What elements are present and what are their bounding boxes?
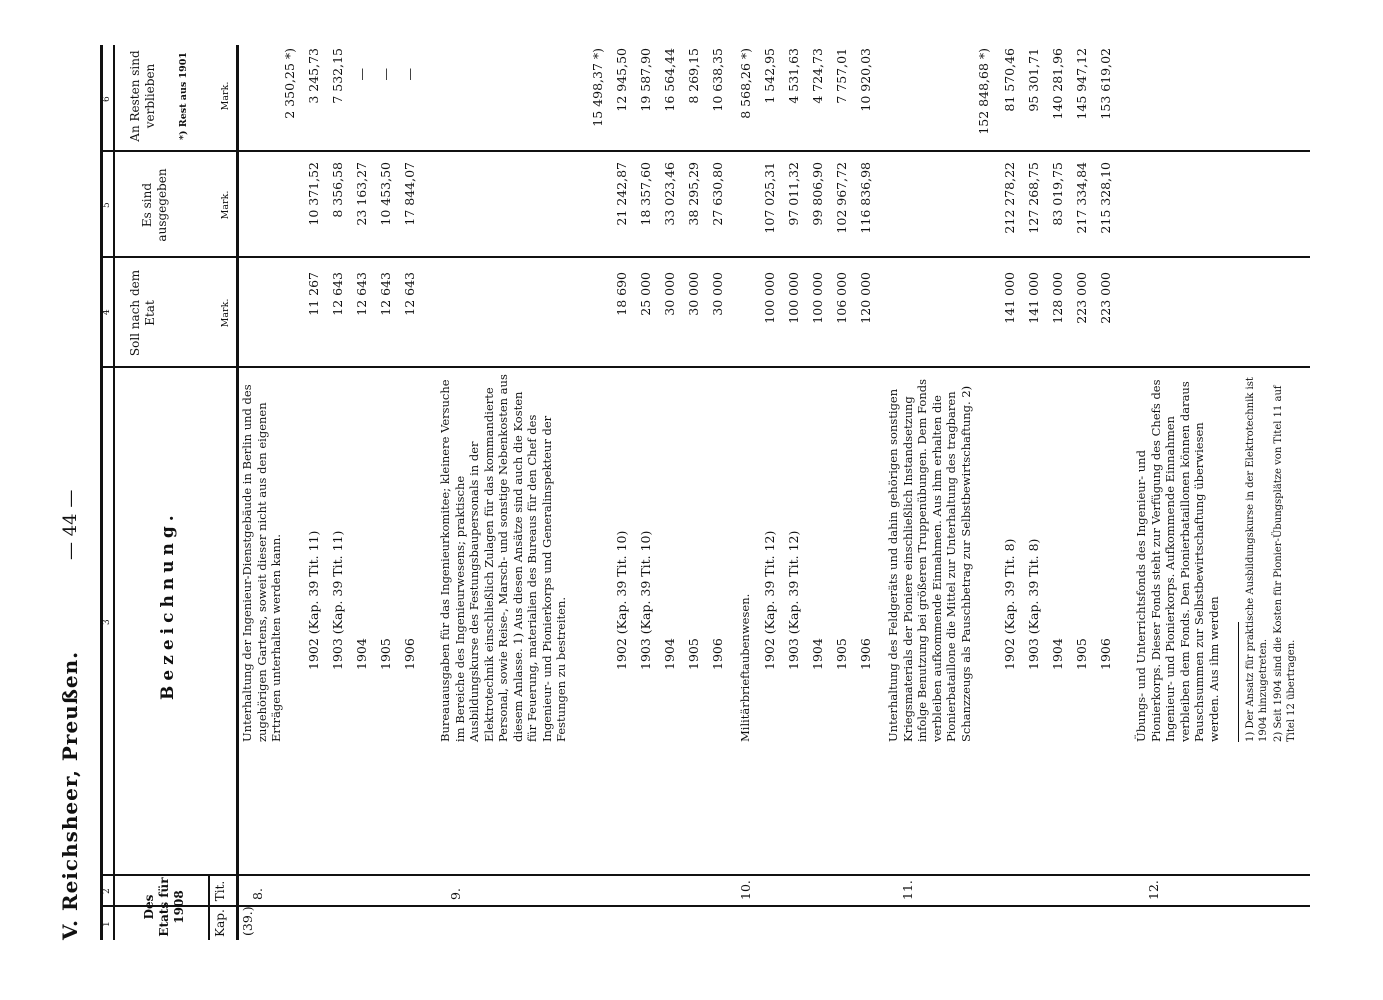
col-num-2: 2: [102, 888, 112, 894]
s8-row-2-soll: 12 643: [330, 272, 345, 316]
s11-row-3-year: 1904: [1050, 638, 1065, 670]
s11-row-3-ausg: 83 019,75: [1050, 162, 1065, 226]
s10-row-4-rest: 7 757,01: [834, 48, 849, 104]
col-num-5: 5: [102, 202, 112, 208]
s9-row-4-soll: 30 000: [686, 272, 701, 316]
s10-first-rest: 8 568,26 *): [738, 48, 753, 119]
header-rest-note: *) Rest aus 1901: [178, 52, 189, 140]
s10-row-4-year: 1905: [834, 638, 849, 670]
header-etat: Des Etats für 1908: [142, 877, 186, 937]
s11-row-2-soll: 141 000: [1026, 272, 1041, 324]
s11-row-2-rest: 95 301,71: [1026, 48, 1041, 112]
s9-row-1-ausg: 21 242,87: [614, 162, 629, 226]
s8-row-4-rest: —: [354, 68, 369, 81]
s10-row-3-rest: 4 724,73: [810, 48, 825, 104]
s9-row-3-ausg: 33 023,46: [662, 162, 677, 226]
s8-row-1-soll: 11 267: [306, 272, 321, 316]
s9-row-3-rest: 16 564,44: [662, 48, 677, 112]
s11-row-2-year: 1903 (Kap. 39 Tit. 8): [1026, 538, 1041, 670]
s9-row-1-rest: 12 945,50: [614, 48, 629, 112]
col-num-3: 3: [102, 619, 112, 625]
page-number: — 44 —: [60, 489, 81, 560]
s9-row-5-soll: 30 000: [710, 272, 725, 316]
s10-row-2-year: 1903 (Kap. 39 Tit. 12): [786, 530, 801, 670]
tit-8: 8.: [250, 888, 265, 900]
col-rule-3: [100, 367, 1310, 369]
s9-row-2-ausg: 18 357,60: [638, 162, 653, 226]
s8-row-5-year: 1906: [402, 638, 417, 670]
kap-value: (39.): [240, 906, 255, 936]
colnum-rule: [113, 45, 115, 940]
s8-row-3-soll: 12 643: [354, 272, 369, 316]
s8-extra-rest: —: [402, 68, 417, 81]
header-rest: An Resten sind verblieben: [128, 50, 157, 142]
s8-row-2-rest: 3 245,73: [306, 48, 321, 104]
s10-row-5-year: 1906: [858, 638, 873, 670]
s8-row-2-ausg: 8 356,58: [330, 162, 345, 218]
s9-row-5-rest: 10 638,35: [710, 48, 725, 112]
section-10-text: Militärbrieftaubenwesen.: [738, 593, 752, 742]
footnote-1: 1) Der Ansatz für praktische Ausbildungskurse in der Elektrotechnik ist 1904 hinzugetreten.: [1245, 377, 1269, 742]
s8-row-5-ausg: 17 844,07: [402, 162, 417, 226]
s11-row-5-rest: 153 619,02: [1098, 48, 1113, 120]
s10-row-3-year: 1904: [810, 638, 825, 670]
col-num-6: 6: [102, 96, 112, 102]
s8-row-3-rest: 7 532,15: [330, 48, 345, 104]
s11-row-1-ausg: 212 278,22: [1002, 162, 1017, 234]
tit-12: 12.: [1146, 880, 1161, 900]
s8-row-4-ausg: 10 453,50: [378, 162, 393, 226]
s9-row-4-ausg: 38 295,29: [686, 162, 701, 226]
col-num-1: 1: [102, 921, 112, 927]
s11-row-4-rest: 145 947,12: [1074, 48, 1089, 120]
s9-first-rest: 15 498,37 *): [590, 48, 605, 127]
header-soll-mark: Mark.: [220, 298, 231, 328]
section-9-text: Bureauausgaben für das Ingenieurkomitee; kleinere Versuche im Bereiche des Ingenieurwesens; praktische Ausbildungskurse des Festungsbaupersonals in der Elektrotechnik einschließlich Zulagen für das kommandierte Personal, sowie Reise-, Marsch- und sonstige Nebenkosten aus diesem Anlasse. 1) Aus diesen Ansätze sind auch die Kosten für Feuerung, materialien des Bureaus für den Chef des Ingenieur- und Pionierkorps und Generalinspekteur der Festungen zu bestreiten.: [438, 374, 568, 742]
s11-row-2-ausg: 127 268,75: [1026, 162, 1041, 234]
s11-row-3-rest: 140 281,96: [1050, 48, 1065, 120]
s10-row-5-ausg: 116 836,98: [858, 162, 873, 234]
col-rule-5: [100, 151, 1310, 153]
col-num-4: 4: [102, 309, 112, 315]
s8-row-5-rest: —: [378, 68, 393, 81]
s10-row-1-year: 1902 (Kap. 39 Tit. 12): [762, 530, 777, 670]
s9-row-2-year: 1903 (Kap. 39 Tit. 10): [638, 530, 653, 670]
s8-row-4-year: 1905: [378, 638, 393, 670]
s10-row-3-soll: 100 000: [810, 272, 825, 324]
header-kap: Kap.: [213, 909, 227, 937]
s10-row-3-ausg: 99 806,90: [810, 162, 825, 226]
s11-row-4-year: 1905: [1074, 638, 1089, 670]
s10-row-2-rest: 4 531,63: [786, 48, 801, 104]
header-ausg: Es sind ausgegeben: [140, 168, 169, 242]
s11-row-1-soll: 141 000: [1002, 272, 1017, 324]
header-bottom-rule: [236, 45, 239, 940]
s9-row-3-year: 1904: [662, 638, 677, 670]
footnote-rule: [1238, 622, 1239, 742]
s10-row-4-soll: 106 000: [834, 272, 849, 324]
s9-row-1-soll: 18 690: [614, 272, 629, 316]
s8-row-4-soll: 12 643: [378, 272, 393, 316]
s9-row-4-rest: 8 269,15: [686, 48, 701, 104]
s10-row-1-ausg: 107 025,31: [762, 162, 777, 234]
s9-row-4-year: 1905: [686, 638, 701, 670]
s11-row-5-soll: 223 000: [1098, 272, 1113, 324]
s8-row-3-year: 1904: [354, 638, 369, 670]
tit-9: 9.: [448, 888, 463, 900]
s11-row-5-ausg: 215 328,10: [1098, 162, 1113, 234]
col-rule-4: [100, 257, 1310, 259]
s9-row-3-soll: 30 000: [662, 272, 677, 316]
s10-row-2-soll: 100 000: [786, 272, 801, 324]
col-rule-2: [100, 875, 1310, 877]
s9-row-5-ausg: 27 630,80: [710, 162, 725, 226]
s11-row-1-rest: 81 570,46: [1002, 48, 1017, 112]
s9-row-1-year: 1902 (Kap. 39 Tit. 10): [614, 530, 629, 670]
s10-row-1-soll: 100 000: [762, 272, 777, 324]
footnote-2: 2) Seit 1904 sind die Kosten für Pionier-Übungsplätze von Titel 11 auf Titel 12 übertragen.: [1273, 385, 1297, 742]
s10-row-1-rest: 1 542,95: [762, 48, 777, 104]
section-8-text: Unterhaltung der Ingenieur-Dienstgebäude in Berlin und des zugehörigen Gartens, soweit dieser nicht aus den eigenen Erträgen unterhalten werden kann.: [240, 384, 283, 742]
s8-row-1-rest: 2 350,25 *): [282, 48, 297, 119]
s8-row-5-soll: 12 643: [402, 272, 417, 316]
page-header-title: V. Reichsheer, Preußen.: [58, 650, 82, 940]
s11-row-1-year: 1902 (Kap. 39 Tit. 8): [1002, 538, 1017, 670]
s9-row-2-rest: 19 587,90: [638, 48, 653, 112]
tit-11: 11.: [900, 880, 915, 900]
s9-row-5-year: 1906: [710, 638, 725, 670]
s11-row-5-year: 1906: [1098, 638, 1113, 670]
s10-row-5-soll: 120 000: [858, 272, 873, 324]
s8-row-2-year: 1903 (Kap. 39 Tit. 11): [330, 530, 345, 670]
header-bezeichnung: Bezeichnung.: [158, 510, 178, 700]
tit-10: 10.: [738, 880, 753, 900]
header-ausg-mark: Mark.: [220, 190, 231, 220]
section-12-text: Übungs- und Unterrichtsfonds des Ingenieur- und Pionierkorps. Dieser Fonds steht zur Verfügung des Chefs des Ingenieur- und Pionierkorps. Aufkommende Einnahmen verbleiben dem Fonds. Den Pionierbataillonen können daraus Pauschsummen zur Selbstbewirtschaftung überwiesen werden. Aus ihm werden: [1134, 379, 1221, 742]
s10-row-2-ausg: 97 011,32: [786, 162, 801, 226]
s10-row-5-rest: 10 920,03: [858, 48, 873, 112]
s9-row-2-soll: 25 000: [638, 272, 653, 316]
header-tit: Tit.: [213, 880, 227, 902]
s10-row-4-ausg: 102 967,72: [834, 162, 849, 234]
s11-row-3-soll: 128 000: [1050, 272, 1065, 324]
header-rest-mark: Mark.: [220, 81, 231, 111]
s11-row-4-soll: 223 000: [1074, 272, 1089, 324]
s11-row-4-ausg: 217 334,84: [1074, 162, 1089, 234]
table-top-rule: [100, 45, 103, 940]
s8-row-1-year: 1902 (Kap. 39 Tit. 11): [306, 530, 321, 670]
section-11-text: Unterhaltung des Feldgeräts und dahin gehörigen sonstigen Kriegsmaterials der Pioniere einschließlich Instandsetzung infolge Benutzung bei größeren Truppenübungen. Dem Fonds verbleiben aufkommende Einnahmen. Aus ihm erhalten die Pionierbataillone die Mittel zur Unterhaltung des tragbaren Schanzzeugs als Pauschbetrag zur Selbstbewirtschaftung. 2): [886, 379, 973, 742]
etat-sub-rule: [208, 876, 210, 940]
header-soll: Soll nach dem Etat: [128, 269, 157, 357]
s8-row-1-ausg: 10 371,52: [306, 162, 321, 226]
s8-row-3-ausg: 23 163,27: [354, 162, 369, 226]
s11-first-rest: 152 848,68 *): [976, 48, 991, 135]
col-rule-1: [100, 906, 1310, 908]
